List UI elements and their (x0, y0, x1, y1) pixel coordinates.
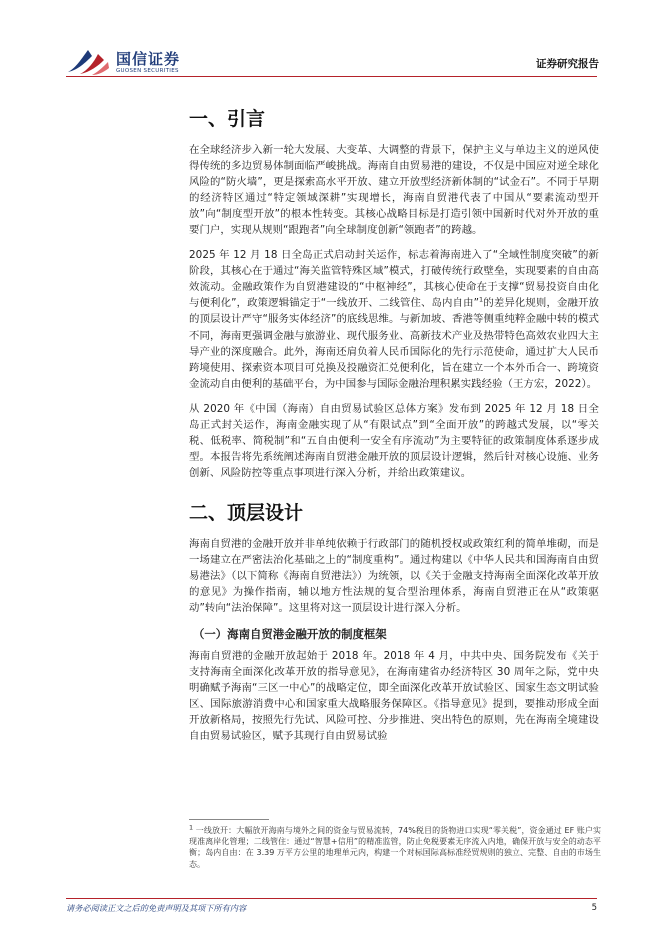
intro-paragraph-2 (189, 247, 599, 391)
footnote-reference[interactable]: 1 (479, 295, 484, 304)
section-title-top-level-design: 二、顶层设计 (189, 501, 304, 524)
footnote-text: 一线放开：大幅放开海南与境外之间的资金与贸易流转，74%税目的货物进口实现“零关税”，资金通过 EF 账户实现准离岸化管理；二线管住：通过“智慧+信用”的精准监管，防止免税要素无序流入内地，确保开放与安全的动态平衡；岛内自由：在 3.39 万平方公里的地理单元内，构建一个对标国际高标准经贸规则的独立、完整、自由的市场生态。 (189, 826, 601, 869)
footer-disclaimer: 请务必阅读正文之后的免责声明及其项下所有内容 (66, 903, 247, 913)
section-title-introduction: 一、引言 (189, 108, 266, 130)
guosen-logo-icon (66, 46, 110, 76)
intro-paragraph-2-part-b: 的差异化规则，金融开放的顶层设计严守“服务实体经济”的底线思维。与新加坡、香港等侧重纯粹金融中转的模式不同，海南更强调金融与旅游业、现代服务业、高新技术产业及热带特色高效农业四大主导产业的深度融合。此外，海南还肩负着人民币国际化的先行示范使命，通过扩大人民币跨境使用、探索资本项目可兑换及投融资汇兑便利化，旨在建立一个本外币合一、跨境资金流动自由便利的基础平台，为中国参与国际金融治理积累实践经验（王方宏，2022）。 (189, 297, 599, 390)
intro-paragraph-1: 在全球经济步入新一轮大发展、大变革、大调整的背景下，保护主义与单边主义的逆风使得传统的多边贸易体制面临严峻挑战。海南自由贸易港的建设，不仅是中国应对逆全球化风险的“防火墙”，更是探索高水平开放、建立开放型经济新体制的“试金石”。不同于早期的经济特区通过“特定领域深耕”实现增长，海南自贸港代表了中国从“要素流动型开放”向“制度型开放”的根本性转变。其核心战略目标是打造引领中国新时代对外开放的重要门户，实现从规则“跟跑者”向全球制度创新“领跑者”的跨越。 (189, 144, 599, 237)
report-type-label: 证券研究报告 (536, 58, 599, 70)
page-header (0, 0, 662, 80)
footnote-divider (189, 819, 269, 820)
company-logo (66, 44, 186, 78)
intro-paragraph-3: 从 2020 年《中国（海南）自由贸易试验区总体方案》发布到 2025 年 12 月 18 日全岛正式封关运作，海南金融实现了从“有限试点”到“全面开放”的跨越式发展，以“零关税、低税率、简税制”和“五自由便利一安全有序流动”为主要特征的政策制度体系逐步成型。本报告将先系统阐述海南自贸港金融开放的顶层设计逻辑，然后针对核心设施、业务创新、风险防控等重点事项进行深入分析，并给出政策建议。 (189, 402, 599, 479)
footnote (189, 825, 601, 870)
page-number: 5 (591, 903, 597, 913)
intro-paragraph-2-part-a: 2025 年 12 月 18 日全岛正式启动封关运作，标志着海南进入了“全域性制度突破”的新阶段，其核心在于通过“海关监管特殊区域”模式，打破传统行政壁垒，实现要素的自由高效流动。金融政策作为自贸港建设的“中枢神经”，其核心使命在于支撑“贸易投资自由化与便利化”，政策逻辑锚定于“一线放开、二线管住、岛内自由” (189, 249, 599, 310)
header-divider (66, 76, 597, 77)
framework-paragraph-1: 海南自贸港的金融开放起始于 2018 年。2018 年 4 月，中共中央、国务院发布《关于支持海南全面深化改革开放的指导意见》，在海南建省办经济特区 30 周年之际，党中央明确赋予海南“三区一中心”的战略定位，即全面深化改革开放试验区、国家生态文明试验区、国际旅游消费中心和国家重大战略服务保障区。《指导意见》提到，要推动形成全面开放新格局，按照先行先试、风险可控、分步推进、突出特色的原则，先在海南全境建设自由贸易试验区，赋予其现行自由贸易试验 (189, 650, 599, 743)
logo-chinese-name: 国信证券 (116, 50, 181, 68)
main-content (189, 96, 599, 753)
design-paragraph-1: 海南自贸港的金融开放并非单纯依赖于行政部门的随机授权或政策红利的简单堆砌，而是一场建立在严密法治化基础之上的“制度重构”。通过构建以《中华人民共和国海南自由贸易港法》（以下简称《海南自贸港法》）为统领，以《关于金融支持海南全面深化改革开放的意见》为操作指南，辅以地方性法规的复合型治理体系，海南自贸港正在从“政策驱动”转向“法治保障”。这里将对这一顶层设计进行深入分析。 (189, 537, 599, 615)
footnote-marker: 1 (189, 823, 194, 832)
logo-english-name: GUOSEN SECURITIES (116, 68, 179, 74)
subsection-title-institutional-framework: （一）海南自贸港金融开放的制度框架 (193, 627, 387, 642)
footer-divider (66, 898, 597, 899)
